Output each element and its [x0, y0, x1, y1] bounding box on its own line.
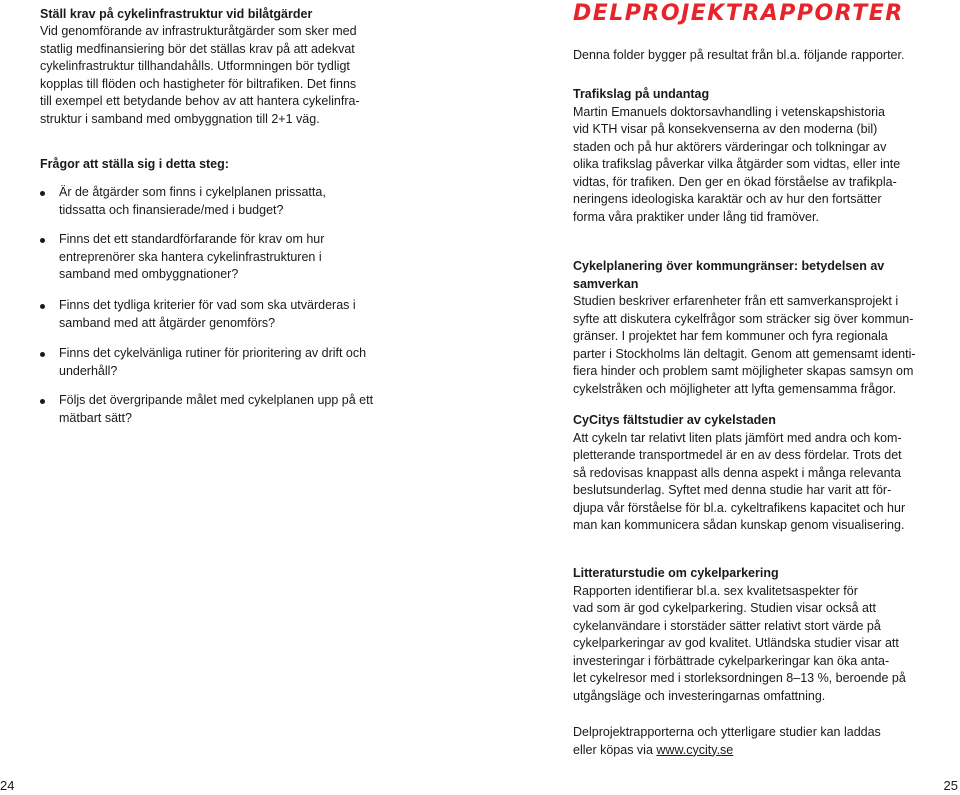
page-number-right: 25 — [943, 778, 958, 793]
question-text: Finns det cykelvänliga rutiner för prioritering av drift och underhåll? — [59, 346, 367, 378]
cycity-link[interactable]: www.cycity.se — [656, 742, 734, 757]
section-intro: Denna folder bygger på resultat från bl.a. följande rapporter. — [573, 48, 905, 62]
list-item — [40, 392, 399, 427]
intro-paragraph: Vid genomförande av infrastrukturåtgärder som sker med statlig medfinansiering bör det ställas krav på att adekvat cykelinfrastruktur tillhandahålls. Utformningen bör tydligt kopplas till flöden och hastigheter för biltrafiken. Det finns till exempel ett betydande behov av att hantera cykelinfra- struktur i samband med ombyggnation till 2+1 väg. — [40, 24, 360, 126]
report-heading: Trafikslag på undantag — [573, 87, 710, 101]
section-title: DELPROJEKTRAPPORTER — [573, 1, 904, 26]
list-item — [40, 345, 399, 380]
closing-text: Delprojektrapporterna och ytterligare studier kan laddas eller köpas via — [573, 725, 881, 757]
list-item — [40, 184, 399, 219]
question-text: Finns det ett standardförfarande för krav om hur entreprenörer ska hantera cykelinfrastrukturen i samband med ombyggnationer? — [59, 232, 325, 281]
bullet-icon — [40, 399, 45, 404]
bullet-icon — [40, 304, 45, 309]
bullet-icon — [40, 191, 45, 196]
questions-heading: Frågor att ställa sig i detta steg: — [40, 157, 229, 171]
report-text: Att cykeln tar relativt liten plats jämfört med andra och kom- pletterande transportmedel är en av dess fördelar. Trots det så redovisas knappast alls denna aspekt i många relevanta beslutsunderlag. Syftet med denna studie har varit att för- djupa vår förståelse för bl.a. cykeltrafikens kapacitet och hur man kan kommunicera sådan kunskap genom visualisering. — [573, 430, 906, 532]
closing-paragraph — [573, 724, 933, 759]
report-heading: CyCitys fältstudier av cykelstaden — [573, 413, 776, 427]
report-block — [573, 258, 933, 398]
question-text: Följs det övergripande målet med cykelplanen upp på ett mätbart sätt? — [59, 393, 374, 425]
list-item — [40, 297, 399, 332]
report-heading: Litteraturstudie om cykelparkering — [573, 566, 779, 580]
page-number-left: 24 — [0, 778, 15, 793]
report-heading: Cykelplanering över kommungränser: betydelsen av samverkan — [573, 259, 885, 291]
report-block — [573, 86, 933, 226]
list-item — [40, 231, 399, 284]
intro-heading: Ställ krav på cykelinfrastruktur vid bilåtgärder — [40, 7, 313, 21]
bullet-icon — [40, 238, 45, 243]
question-text: Är de åtgärder som finns i cykelplanen prissatta, tidssatta och finansierade/med i budget? — [59, 185, 326, 217]
bullet-icon — [40, 352, 45, 357]
report-text: Martin Emanuels doktorsavhandling i vetenskapshistoria vid KTH visar på konsekvenserna av den moderna (bil) staden och på hur aktörers värderingar och tolkningar av olika trafikslag påverkar vilka åtgärder som vidtas, eller inte vidtas, för trafiken. Den ger en ökad förståelse av trafikpla- neringens ideologiska karaktär och av hur den fortsätter forma våra praktiker under lång tid framöver. — [573, 104, 901, 224]
report-text: Rapporten identifierar bl.a. sex kvalitetsaspekter för vad som är god cykelparkering. Studien visar också att cykelanvändare i storstäder sätter relativt stort värde på cykelparkeringar av god kvalitet. Utländska studier visar att investeringar i förbättrade cykelparkeringar kan öka anta- let cykelresor med i storleksordningen 8–13 %, beroende på utgångsläge och investeringarnas omfattning. — [573, 583, 906, 703]
report-block — [573, 565, 933, 705]
report-block — [573, 412, 933, 535]
question-text: Finns det tydliga kriterier för vad som ska utvärderas i samband med att åtgärder genomförs? — [59, 298, 356, 330]
report-text: Studien beskriver erfarenheter från ett samverkansprojekt i syfte att diskutera cykelfrågor som sträcker sig över kommun- gränser. I projektet har fem kommuner och fyra regionala parter i Stockholms län deltagit. Genom att gemensamt identi- fiera hinder och problem samt möjligheter skapas samsyn om cykelstråken och möjligheter att lyfta gemensamma frågor. — [573, 294, 916, 396]
